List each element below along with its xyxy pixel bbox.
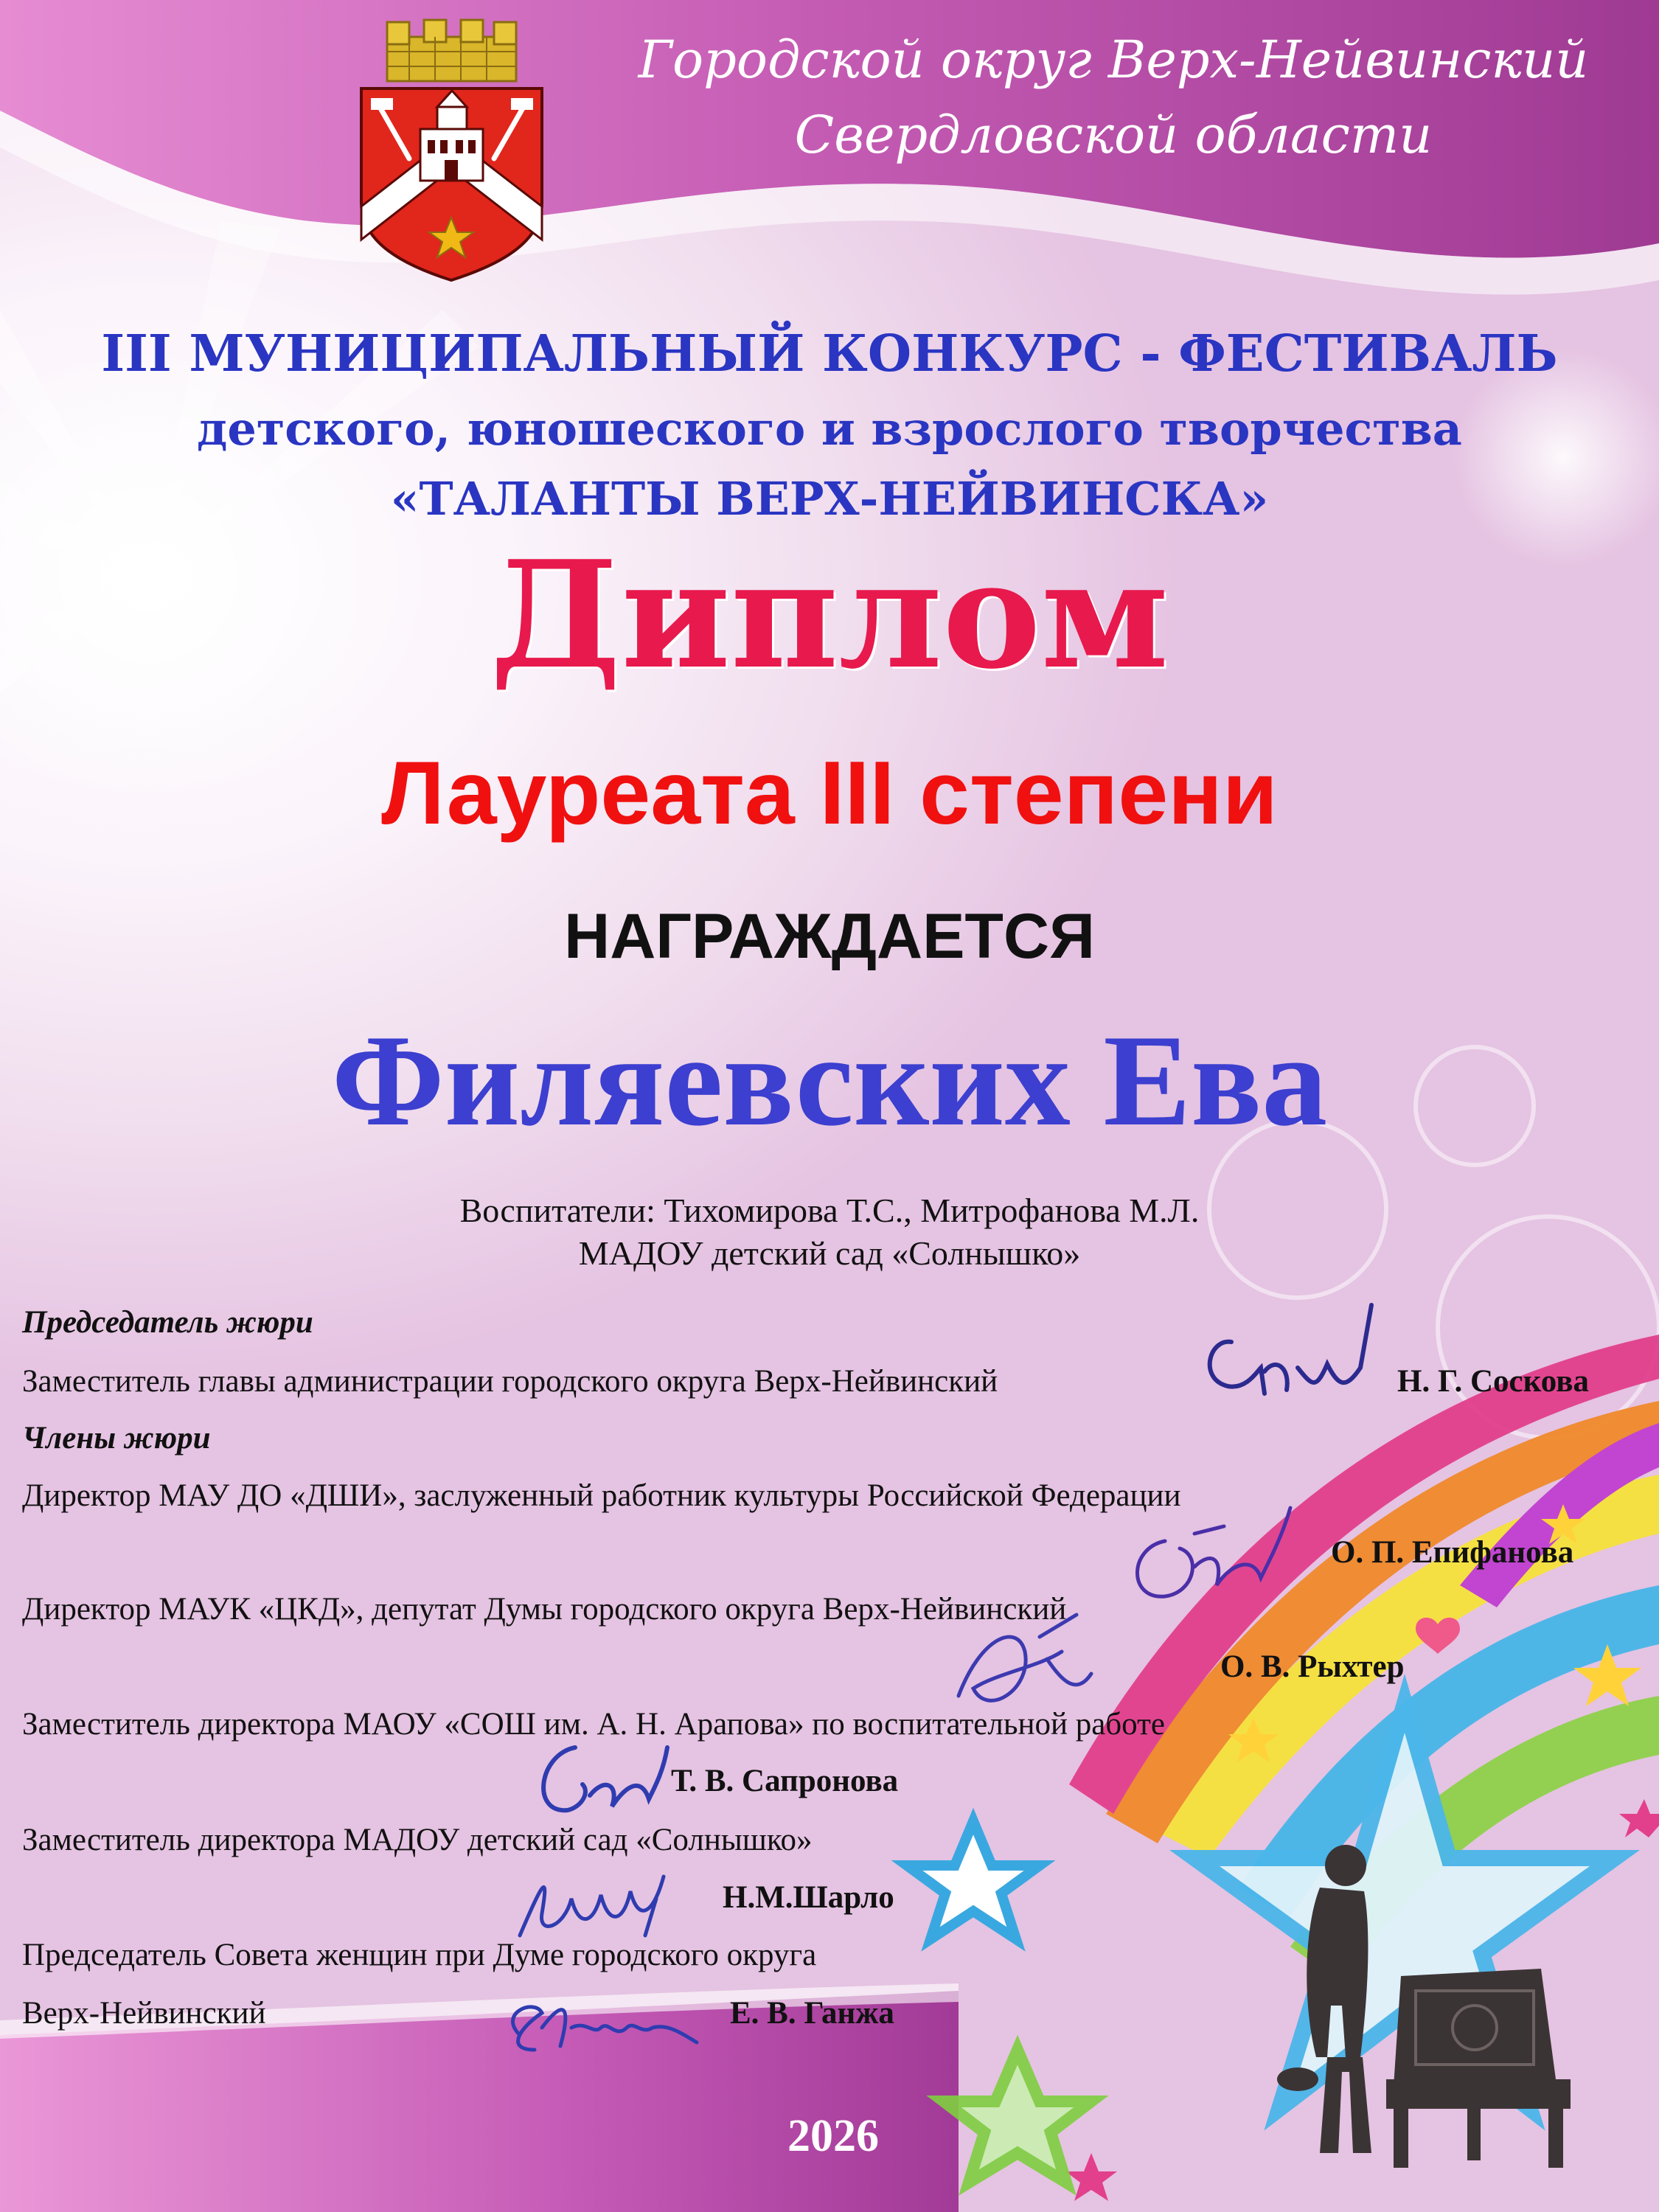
- jury-member-name: Н.М.Шарло: [723, 1880, 894, 1915]
- jury-chair-position: Заместитель главы администрации городского округа Верх-Нейвинский: [22, 1364, 998, 1399]
- signature-member: [1113, 1497, 1312, 1615]
- contest-title: III МУНИЦИПАЛЬНЫЙ КОНКУРС - ФЕСТИВАЛЬ: [101, 324, 1558, 383]
- jury-member-name: О. П. Епифанова: [1331, 1535, 1574, 1570]
- region-title: [605, 22, 1622, 173]
- jury-member-position: Заместитель директора МАДОУ детский сад «Солнышко»: [22, 1823, 813, 1857]
- jury-member-position-cont: Верх-Нейвинский: [22, 1996, 266, 2031]
- institution-line: МАДОУ детский сад «Солнышко»: [578, 1234, 1081, 1272]
- jury-member-name: Е. В. Ганжа: [730, 1996, 894, 2031]
- jury-member-name: Т. В. Сапронова: [671, 1764, 899, 1798]
- jury-member-position: Директор МАУК «ЦКД», депутат Думы городского округа Верх-Нейвинский: [22, 1592, 1067, 1627]
- jury-chair-heading: Председатель жюри: [22, 1305, 313, 1340]
- signature-member: [498, 1854, 689, 1950]
- contest-subtitle: детского, юношеского и взрослого творчества: [197, 402, 1462, 456]
- year-label: 2026: [787, 2111, 879, 2161]
- recipient-name: Филяевских Ева: [331, 1007, 1328, 1153]
- jury-member-position: Директор МАУ ДО «ДШИ», заслуженный работник культуры Российской Федерации: [22, 1478, 1181, 1513]
- laureate-degree: Лауреата III степени: [381, 742, 1278, 843]
- signature-member: [490, 1983, 712, 2065]
- jury-member-position: Заместитель директора МАОУ «СОШ им. А. Н. Арапова» по воспитательной работе: [22, 1707, 1165, 1742]
- jury-members-heading: Члены жюри: [22, 1421, 211, 1455]
- contest-name: «ТАЛАНТЫ ВЕРХ-НЕЙВИНСКА»: [390, 472, 1269, 526]
- diploma-title: Диплом: [490, 529, 1169, 702]
- educators-line: Воспитатели: Тихомирова Т.С., Митрофанова М.Л.: [459, 1192, 1200, 1229]
- signature-chair: [1187, 1298, 1401, 1416]
- coat-of-arms-icon: [358, 18, 546, 284]
- signature-member: [929, 1607, 1121, 1733]
- region-title-line1: Городской округ Верх-Нейвинский: [638, 29, 1589, 90]
- jury-chair-name: Н. Г. Соскова: [1397, 1364, 1589, 1399]
- region-title-line2: Свердловской области: [794, 105, 1433, 165]
- monument-statue-icon: [1276, 1836, 1585, 2183]
- awarded-label: НАГРАЖДАЕТСЯ: [564, 901, 1095, 972]
- jury-member-name: О. В. Рыхтер: [1220, 1649, 1405, 1684]
- signature-member: [516, 1733, 678, 1851]
- jury-member-position: Председатель Совета женщин при Думе городского округа: [22, 1938, 817, 1972]
